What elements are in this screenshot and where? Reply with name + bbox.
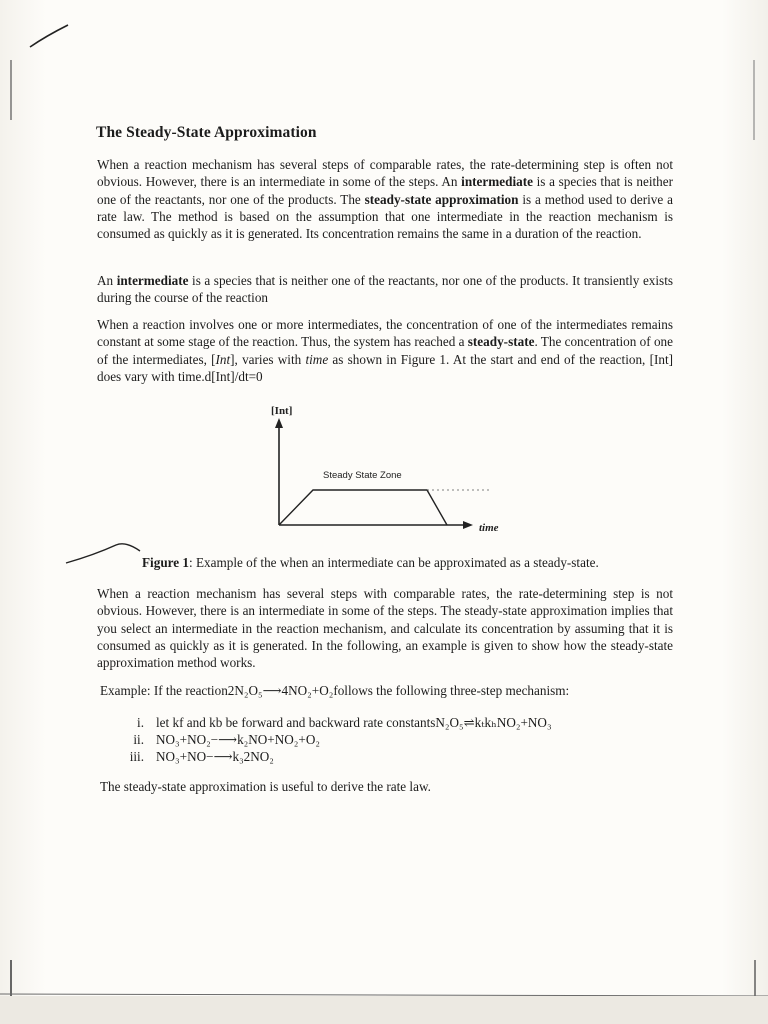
step-number: ii. (133, 732, 144, 747)
step-number: i. (137, 715, 144, 730)
scan-edge-bottom (0, 990, 768, 1024)
step-text: let kf and kb be forward and backward rate constantsN₂O₅⇌kₜkₕNO₂+NO₃ (156, 715, 552, 730)
paragraph-conclusion: The steady-state approximation is useful to derive the rate law. (100, 779, 431, 794)
pen-stroke-caption (64, 537, 144, 567)
x-axis-arrowhead (463, 521, 473, 529)
intermediate-concentration-curve (279, 490, 447, 525)
pen-mark-top-left (28, 22, 72, 50)
paragraph-example: Example: If the reaction2N₂O₅⟶4NO₂+O₂follows the following three-step mechanism: (100, 683, 570, 698)
x-axis-label: time (479, 522, 499, 534)
y-axis-arrowhead (275, 418, 283, 428)
y-axis-label: [Int] (271, 405, 293, 417)
mechanism-step (104, 731, 552, 748)
page-title: The Steady-State Approximation (96, 124, 317, 141)
mechanism-steps (104, 714, 552, 765)
scan-edge-left (8, 60, 14, 1000)
step-number: iii. (129, 749, 144, 764)
paragraph-method: When a reaction mechanism has several steps with comparable rates, the rate-determining step is not obvious. However, there is an intermediate in some of the steps. The steady-state approximation implies that you select an intermediate in the reaction mechanism, and calculate its concentration by assuming that it is consumed as quickly as it is generated. In the following, an example is given to show how the steady-state approximation method works. (97, 586, 673, 671)
steady-state-zone-label: Steady State Zone (323, 470, 402, 481)
paragraph-intermediate-definition: An intermediate is a species that is neither one of the reactants, nor one of the products. It transiently exists during the course of the reaction (97, 273, 673, 306)
scan-edge-right (750, 60, 758, 1000)
figure-steady-state-diagram (255, 398, 525, 543)
paragraph-intro: When a reaction mechanism has several steps of comparable rates, the rate-determining step is often not obvious. However, there is an intermediate in some of the steps. An intermediate is a species that is neither one of the reactants, nor one of the products. The steady-state approximation is a method used to derive a rate law. The method is based on the assumption that one intermediate in the reaction mechanism is consumed as quickly as it is generated. Its concentration remains the same in a duration of the reaction. (97, 157, 673, 242)
mechanism-step (104, 748, 552, 765)
paragraph-steady-state: When a reaction involves one or more intermediates, the concentration of one of the intermediates remains constant at some stage of the reaction. Thus, the system has reached a steady-state. The concentration of one of the intermediates, [Int], varies with time as shown in Figure 1. At the start and end of the reaction, [Int] does vary with time.d[Int]/dt=0 (97, 317, 673, 384)
figure-caption: Figure 1: Example of the when an intermediate can be approximated as a steady-state. (142, 555, 599, 570)
step-text: NO₃+NO−⟶k₃2NO₂ (156, 749, 274, 764)
step-text: NO₃+NO₂−⟶k₂NO+NO₂+O₂ (156, 732, 320, 747)
mechanism-step (104, 714, 552, 731)
